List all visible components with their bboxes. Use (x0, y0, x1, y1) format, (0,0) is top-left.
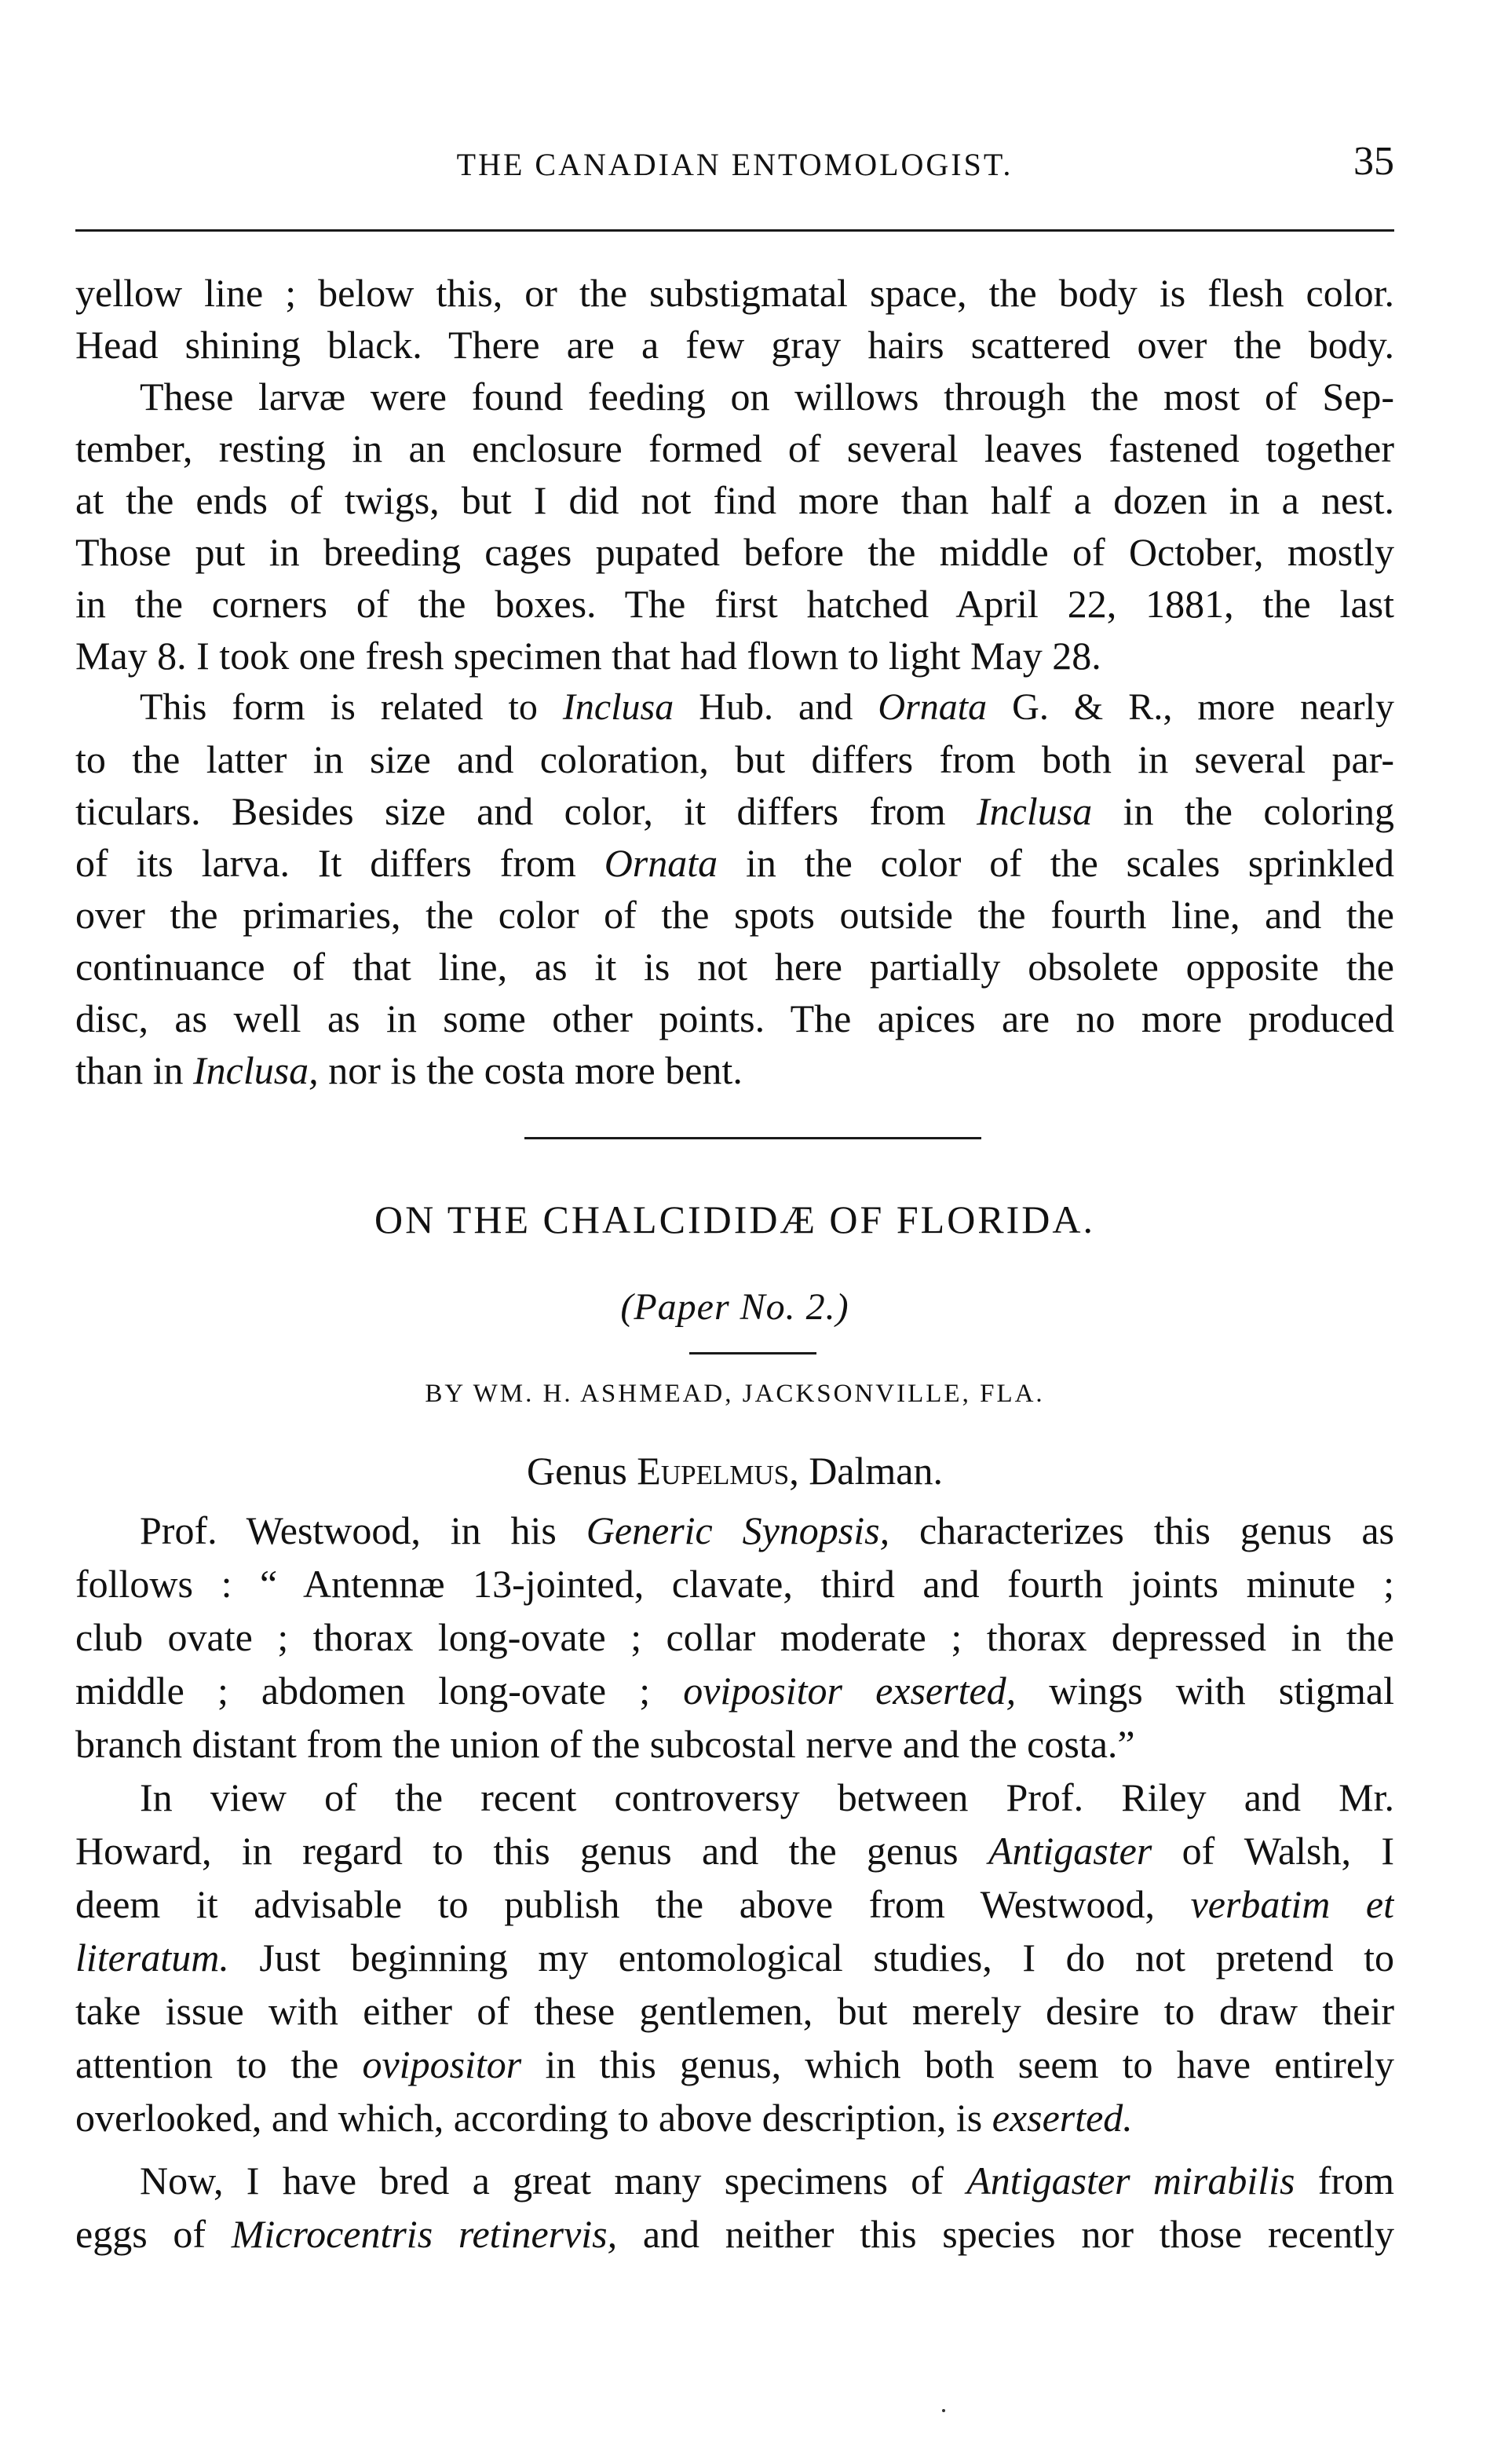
text-line: In view of the recent controversy between Prof. Riley and Mr. (140, 1775, 1394, 1819)
text-line: literatum. Just beginning my entomological studies, I do not pretend to (75, 1936, 1394, 1980)
text-line: follows : “ Antennæ 13-jointed, clavate, third and fourth joints minute ; (75, 1562, 1394, 1606)
text-line: middle ; abdomen long-ovate ; ovipositor exserted, wings with stigmal (75, 1669, 1394, 1713)
text-line: than in Inclusa, nor is the costa more bent. (75, 1048, 743, 1092)
text-line: May 8. I took one fresh specimen that had flown to light May 28. (75, 634, 1101, 678)
text-line: deem it advisable to publish the above from Westwood, verbatim et (75, 1882, 1394, 1926)
text-line: yellow line ; below this, or the substigmatal space, the body is flesh color. (75, 271, 1394, 315)
text-line: Those put in breeding cages pupated before the middle of October, mostly (75, 530, 1394, 574)
text-line: over the primaries, the color of the spots outside the fourth line, and the (75, 893, 1394, 937)
text-line: overlooked, and which, according to above description, is exserted. (75, 2096, 1133, 2140)
page-header (75, 138, 1394, 193)
text-line: branch distant from the union of the subcostal nerve and the costa.” (75, 1722, 1135, 1766)
text-line: eggs of Microcentris retinervis, and neither this species nor those recently (75, 2212, 1394, 2256)
section-divider (524, 1137, 981, 1139)
page-number: 35 (1353, 139, 1394, 184)
text-line: disc, as well as in some other points. The apices are no more produced (75, 996, 1394, 1040)
title-rule (689, 1352, 816, 1354)
genus-heading: Genus Eupelmus, Dalman. (527, 1449, 943, 1493)
text-line: of its larva. It differs from Ornata in the color of the scales sprinkled (75, 841, 1394, 885)
text-line: in the corners of the boxes. The first hatched April 22, 1881, the last (75, 582, 1394, 626)
text-line: Now, I have bred a great many specimens of Antigaster mirabilis from (140, 2159, 1394, 2203)
text-line: club ovate ; thorax long-ovate ; collar moderate ; thorax depressed in the (75, 1615, 1394, 1659)
text-line: Howard, in regard to this genus and the genus Antigaster of Walsh, I (75, 1829, 1394, 1873)
text-line: This form is related to Inclusa Hub. and Ornata G. & R., more nearly (140, 686, 1394, 728)
text-line: at the ends of twigs, but I did not find more than half a dozen in a nest. (75, 478, 1394, 522)
print-speck (942, 2409, 945, 2412)
running-title: THE CANADIAN ENTOMOLOGIST. (456, 147, 1013, 182)
text-line: These larvæ were found feeding on willows through the most of Sep- (140, 375, 1394, 419)
text-line: take issue with either of these gentlemen, but merely desire to draw their (75, 1989, 1394, 2033)
text-line: ticulars. Besides size and color, it differs from Inclusa in the coloring (75, 789, 1394, 833)
paper-number: (Paper No. 2.) (620, 1286, 849, 1328)
byline: BY WM. H. ASHMEAD, JACKSONVILLE, FLA. (425, 1380, 1045, 1408)
text-line: tember, resting in an enclosure formed of several leaves fastened together (75, 426, 1394, 470)
text-line: continuance of that line, as it is not here partially obsolete opposite the (75, 945, 1394, 989)
text-line: attention to the ovipositor in this genus, which both seem to have entirely (75, 2042, 1394, 2086)
text-line: Head shining black. There are a few gray hairs scattered over the body. (75, 323, 1394, 367)
header-rule (75, 229, 1394, 232)
text-line: to the latter in size and coloration, but differs from both in several par- (75, 737, 1394, 781)
article-title: ON THE CHALCIDIDÆ OF FLORIDA. (374, 1197, 1096, 1241)
text-line: Prof. Westwood, in his Generic Synopsis, characterizes this genus as (140, 1508, 1394, 1552)
